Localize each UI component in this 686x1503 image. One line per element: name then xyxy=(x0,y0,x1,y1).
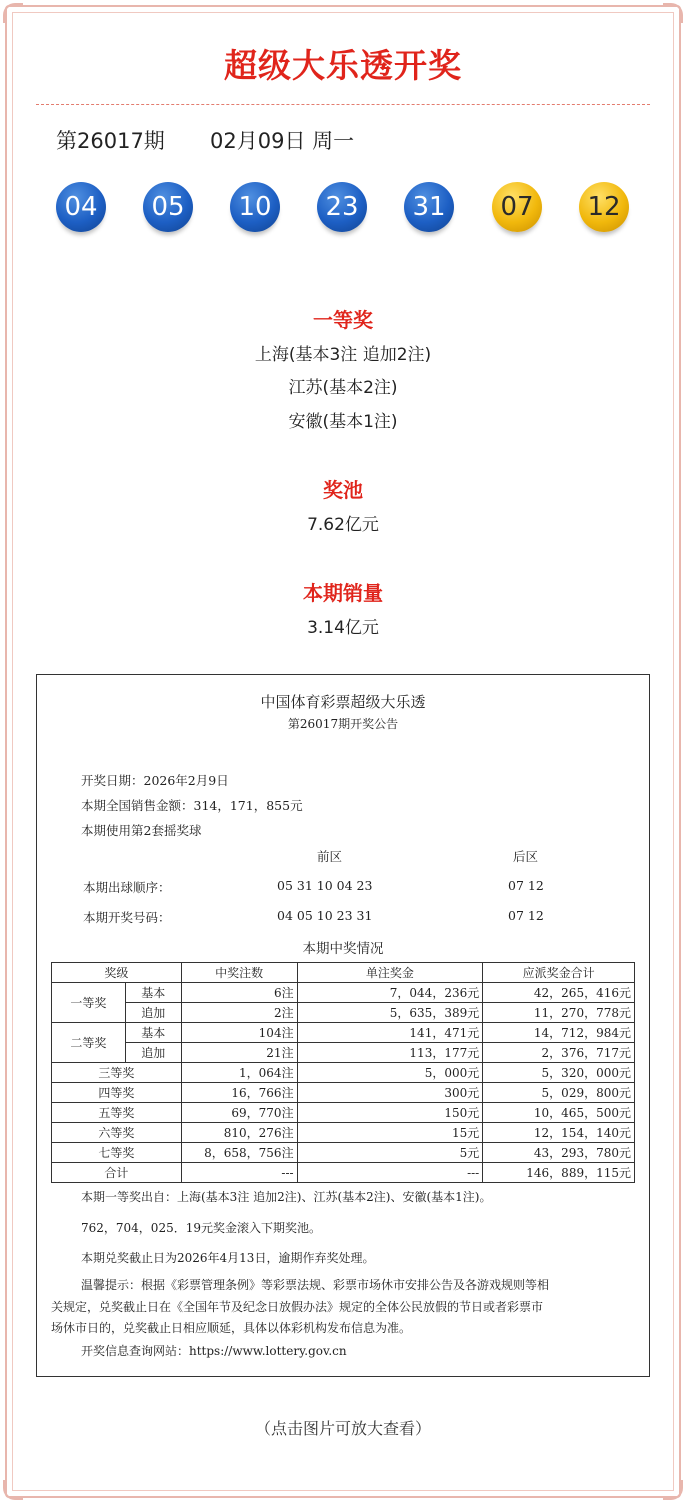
prize-level: 一等奖 xyxy=(52,983,126,1023)
issue-number: 第26017期 xyxy=(56,129,165,153)
win-count: 16，766注 xyxy=(181,1083,297,1103)
title-divider xyxy=(36,104,650,105)
win-count: 6注 xyxy=(181,983,297,1003)
draw-date: 02月09日 周一 xyxy=(210,129,355,153)
draw-order-back: 07 12 xyxy=(508,878,544,893)
total-prize: 5，320，000元 xyxy=(483,1063,635,1083)
win-count: 21注 xyxy=(181,1043,297,1063)
table-header-row xyxy=(52,963,635,983)
sum-label: 合计 xyxy=(52,1163,182,1183)
prize-sublevel: 追加 xyxy=(125,1003,181,1023)
header-prize: 单注奖金 xyxy=(297,963,483,983)
notice-deadline: 本期兑奖截止日为2026年4月13日，逾期作弃奖处理。 xyxy=(81,1251,375,1265)
notice-tip-line: 温馨提示：根据《彩票管理条例》等彩票法规、彩票市场休市安排公告及各游戏规则等相 xyxy=(81,1278,550,1292)
single-prize: 5，000元 xyxy=(297,1063,483,1083)
notice-tip-line: 关规定，兑奖截止日在《全国年节及纪念日放假办法》规定的全体公民放假的节日或者彩票市 xyxy=(51,1300,544,1314)
single-prize: 300元 xyxy=(297,1083,483,1103)
single-prize: 5元 xyxy=(297,1143,483,1163)
win-count: 8，658，756注 xyxy=(181,1143,297,1163)
total-prize: 43，293，780元 xyxy=(483,1143,635,1163)
table-row xyxy=(52,983,635,1003)
header-total: 应派奖金合计 xyxy=(483,963,635,983)
draw-numbers-front: 04 05 10 23 31 xyxy=(277,908,373,923)
page-title: 超级大乐透开奖 xyxy=(224,46,462,85)
draw-numbers-back: 07 12 xyxy=(508,908,544,923)
sales-value: 3.14亿元 xyxy=(307,618,379,638)
front-ball: 05 xyxy=(143,182,193,232)
draw-notice-image[interactable] xyxy=(36,674,650,1377)
prize-sublevel: 基本 xyxy=(125,1023,181,1043)
notice-winners-from: 本期一等奖出自：上海(基本3注 追加2注)、江苏(基本2注)、安徽(基本1注)。 xyxy=(81,1190,492,1204)
front-ball: 04 xyxy=(56,182,106,232)
header-count: 中奖注数 xyxy=(181,963,297,983)
win-count: 104注 xyxy=(181,1023,297,1043)
notice-draw-date: 开奖日期：2026年2月9日 xyxy=(81,773,229,788)
draw-order-front: 05 31 10 04 23 xyxy=(277,878,373,893)
notice-rollover: 762，704，025．19元奖金滚入下期奖池。 xyxy=(81,1221,321,1235)
prize-table-title: 本期中奖情况 xyxy=(302,941,384,957)
pool-value: 7.62亿元 xyxy=(307,515,379,535)
win-count: 810，276注 xyxy=(181,1123,297,1143)
draw-order-label: 本期出球顺序： xyxy=(83,880,171,895)
prize-sublevel: 追加 xyxy=(125,1043,181,1063)
single-prize: 5，635，389元 xyxy=(297,1003,483,1023)
prize-level: 六等奖 xyxy=(52,1123,182,1143)
sum-count: --- xyxy=(181,1163,297,1183)
sales-title: 本期销量 xyxy=(303,581,383,605)
first-prize-line: 上海(基本3注 追加2注) xyxy=(254,345,432,365)
prize-level: 五等奖 xyxy=(52,1103,182,1123)
total-prize: 12，154，140元 xyxy=(483,1123,635,1143)
back-ball: 07 xyxy=(492,182,542,232)
prize-level: 二等奖 xyxy=(52,1023,126,1063)
table-row xyxy=(52,1143,635,1163)
enlarge-hint: （点击图片可放大查看） xyxy=(254,1419,431,1438)
prize-table xyxy=(51,962,635,1183)
front-ball: 23 xyxy=(317,182,367,232)
table-row xyxy=(52,1003,635,1023)
winning-numbers xyxy=(56,182,636,238)
single-prize: 7，044，236元 xyxy=(297,983,483,1003)
back-ball: 12 xyxy=(579,182,629,232)
sum-total: 146，889，115元 xyxy=(483,1163,635,1183)
first-prize-line: 安徽(基本1注) xyxy=(288,412,398,432)
notice-title: 中国体育彩票超级大乐透 xyxy=(260,693,426,711)
prize-level: 三等奖 xyxy=(52,1063,182,1083)
front-area-label: 前区 xyxy=(317,849,343,864)
notice-sales-amount: 本期全国销售金额：314，171，855元 xyxy=(81,798,303,813)
table-row xyxy=(52,1043,635,1063)
win-count: 69，770注 xyxy=(181,1103,297,1123)
single-prize: 141，471元 xyxy=(297,1023,483,1043)
corner-ornament xyxy=(3,3,23,23)
pool-title: 奖池 xyxy=(323,478,363,502)
table-row xyxy=(52,1083,635,1103)
first-prize-line: 江苏(基本2注) xyxy=(288,378,398,398)
single-prize: 150元 xyxy=(297,1103,483,1123)
total-prize: 11，270，778元 xyxy=(483,1003,635,1023)
win-count: 1，064注 xyxy=(181,1063,297,1083)
notice-subtitle: 第26017期开奖公告 xyxy=(287,717,399,731)
prize-level: 七等奖 xyxy=(52,1143,182,1163)
total-prize: 14，712，984元 xyxy=(483,1023,635,1043)
single-prize: 15元 xyxy=(297,1123,483,1143)
total-prize: 5，029，800元 xyxy=(483,1083,635,1103)
notice-tip-line: 场休市日的，兑奖截止日相应顺延，具体以体彩机构发布信息为准。 xyxy=(51,1321,412,1335)
back-area-label: 后区 xyxy=(513,849,539,864)
corner-ornament xyxy=(663,1480,683,1500)
header-level: 奖级 xyxy=(52,963,182,983)
front-ball: 31 xyxy=(404,182,454,232)
table-row xyxy=(52,1023,635,1043)
notice-ball-set: 本期使用第2套摇奖球 xyxy=(81,823,202,838)
table-row xyxy=(52,1063,635,1083)
single-prize: 113，177元 xyxy=(297,1043,483,1063)
front-ball: 10 xyxy=(230,182,280,232)
sum-prize: --- xyxy=(297,1163,483,1183)
total-prize: 2，376，717元 xyxy=(483,1043,635,1063)
win-count: 2注 xyxy=(181,1003,297,1023)
table-sum-row xyxy=(52,1163,635,1183)
notice-website: 开奖信息查询网站：https://www.lottery.gov.cn xyxy=(81,1344,347,1358)
table-row xyxy=(52,1123,635,1143)
table-row xyxy=(52,1103,635,1123)
total-prize: 42，265，416元 xyxy=(483,983,635,1003)
prize-level: 四等奖 xyxy=(52,1083,182,1103)
draw-numbers-label: 本期开奖号码： xyxy=(83,910,171,925)
total-prize: 10，465，500元 xyxy=(483,1103,635,1123)
prize-sublevel: 基本 xyxy=(125,983,181,1003)
first-prize-title: 一等奖 xyxy=(313,308,373,332)
